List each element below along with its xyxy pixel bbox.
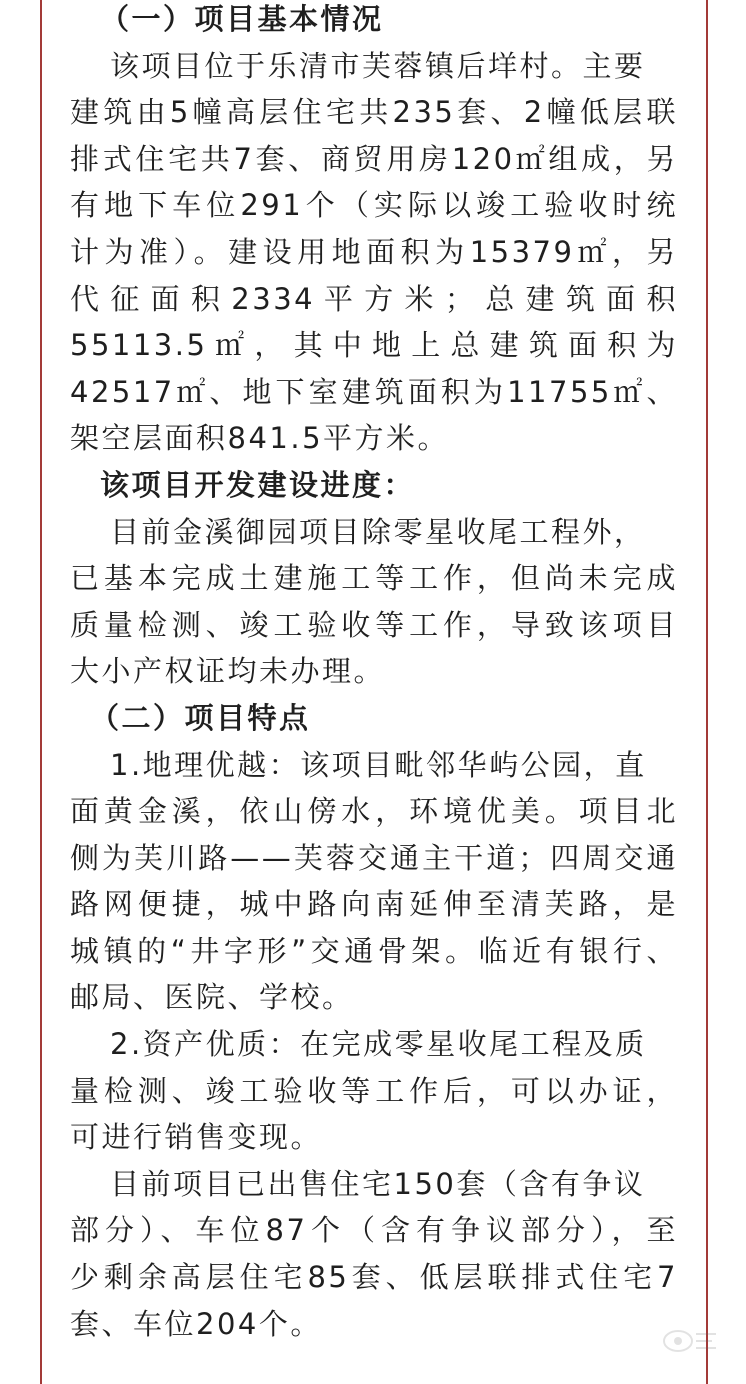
- text-line: 55113.5㎡，其中地上总建筑面积为: [70, 328, 678, 363]
- watermark-logo-icon: [658, 1326, 720, 1356]
- paragraph-assets: [70, 1021, 678, 1161]
- section-heading-features: （二）项目特点: [90, 700, 311, 735]
- text-line: 计为准）。建设用地面积为15379㎡，另: [70, 234, 678, 269]
- text-line: 该项目位于乐清市芙蓉镇后垟村。主要: [110, 48, 646, 83]
- paragraph-progress: [70, 509, 678, 695]
- section-heading-basic-info: （一）项目基本情况: [100, 2, 384, 36]
- text-line: 面黄金溪，依山傍水，环境优美。项目北: [70, 794, 678, 829]
- text-line: 少剩余高层住宅85套、低层联排式住宅7: [70, 1260, 678, 1295]
- text-line: 侧为芙川路——芙蓉交通主干道；四周交通: [70, 840, 678, 875]
- text-line: 邮局、医院、学校。: [70, 980, 354, 1015]
- paragraph-sales-status: [70, 1161, 678, 1347]
- text-line: 部分）、车位87个（含有争议部分），至: [70, 1213, 678, 1248]
- text-line: 排式住宅共7套、商贸用房120㎡组成，另: [70, 141, 678, 176]
- text-line: 套、车位204个。: [70, 1306, 322, 1341]
- text-line: 可进行销售变现。: [70, 1120, 323, 1155]
- text-line: 城镇的“井字形”交通骨架。临近有银行、: [70, 933, 678, 968]
- subheading-progress: 该项目开发建设进度：: [100, 467, 416, 502]
- text-line: 路网便捷，城中路向南延伸至清芙路，是: [70, 887, 678, 922]
- text-line: 1.地理优越：该项目毗邻华屿公园，直: [110, 747, 647, 782]
- text-line: 量检测、竣工验收等工作后，可以办证，: [70, 1073, 678, 1108]
- text-line: 已基本完成土建施工等工作，但尚未完成: [70, 561, 678, 596]
- paragraph-basic-info: [70, 43, 678, 462]
- text-line: 目前项目已出售住宅150套（含有争议: [110, 1166, 646, 1201]
- text-line: 大小产权证均未办理。: [70, 654, 386, 689]
- document-body: [70, 0, 678, 1347]
- text-line: 代征面积2334平方米；总建筑面积: [70, 281, 678, 316]
- text-line: 目前金溪御园项目除零星收尾工程外，: [110, 514, 646, 549]
- text-line: 建筑由5幢高层住宅共235套、2幢低层联: [70, 95, 678, 130]
- text-line: 2.资产优质：在完成零星收尾工程及质: [110, 1027, 647, 1062]
- paragraph-location: [70, 742, 678, 1022]
- text-line: 质量检测、竣工验收等工作，导致该项目: [70, 607, 678, 642]
- text-line: 有地下车位291个（实际以竣工验收时统: [70, 188, 678, 223]
- text-line: 架空层面积841.5平方米。: [70, 421, 450, 456]
- text-line: 42517㎡、地下室建筑面积为11755㎡、: [70, 374, 678, 409]
